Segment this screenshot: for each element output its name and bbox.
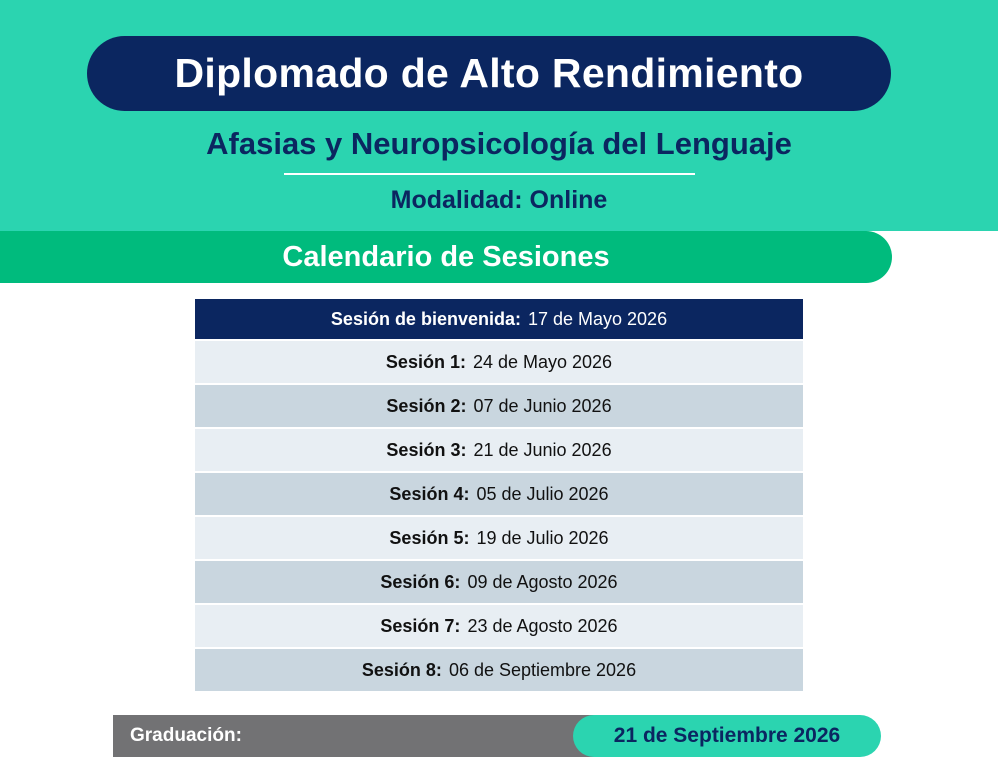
session-row-5	[195, 517, 803, 561]
session-date: 19 de Julio 2026	[476, 527, 609, 548]
welcome-session-date: 17 de Mayo 2026	[527, 308, 668, 329]
session-date: 23 de Agosto 2026	[467, 615, 618, 636]
session-date: 09 de Agosto 2026	[467, 571, 618, 592]
session-date: 05 de Julio 2026	[476, 483, 609, 504]
session-label: Sesión 5:	[389, 527, 470, 548]
graduation-date: 21 de Septiembre 2026	[573, 715, 881, 757]
session-date: 06 de Septiembre 2026	[448, 659, 637, 680]
session-label: Sesión 2:	[386, 395, 467, 416]
session-row-7	[195, 605, 803, 649]
modality-text: Modalidad: Online	[390, 186, 608, 214]
session-label: Sesión 1:	[385, 351, 466, 372]
session-row-4	[195, 473, 803, 517]
session-row-3	[195, 429, 803, 473]
session-date: 21 de Junio 2026	[473, 439, 612, 460]
calendar-heading: Calendario de Sesiones	[0, 231, 892, 283]
session-label: Sesión 8:	[361, 659, 442, 680]
header-divider	[284, 173, 695, 175]
session-label: Sesión 7:	[380, 615, 461, 636]
session-date: 07 de Junio 2026	[473, 395, 612, 416]
session-row-8	[195, 649, 803, 693]
session-label: Sesión 6:	[380, 571, 461, 592]
welcome-session-row	[195, 299, 803, 341]
session-row-6	[195, 561, 803, 605]
session-label: Sesión 4:	[389, 483, 470, 504]
session-row-1	[195, 341, 803, 385]
page-title: Diplomado de Alto Rendimiento	[87, 36, 891, 111]
welcome-session-label: Sesión de bienvenida:	[330, 308, 521, 329]
graduation-label: Graduación:	[130, 725, 242, 746]
session-label: Sesión 3:	[386, 439, 467, 460]
session-schedule	[195, 299, 803, 693]
session-date: 24 de Mayo 2026	[472, 351, 613, 372]
session-row-2	[195, 385, 803, 429]
page-subtitle: Afasias y Neuropsicología del Lenguaje	[206, 126, 792, 161]
